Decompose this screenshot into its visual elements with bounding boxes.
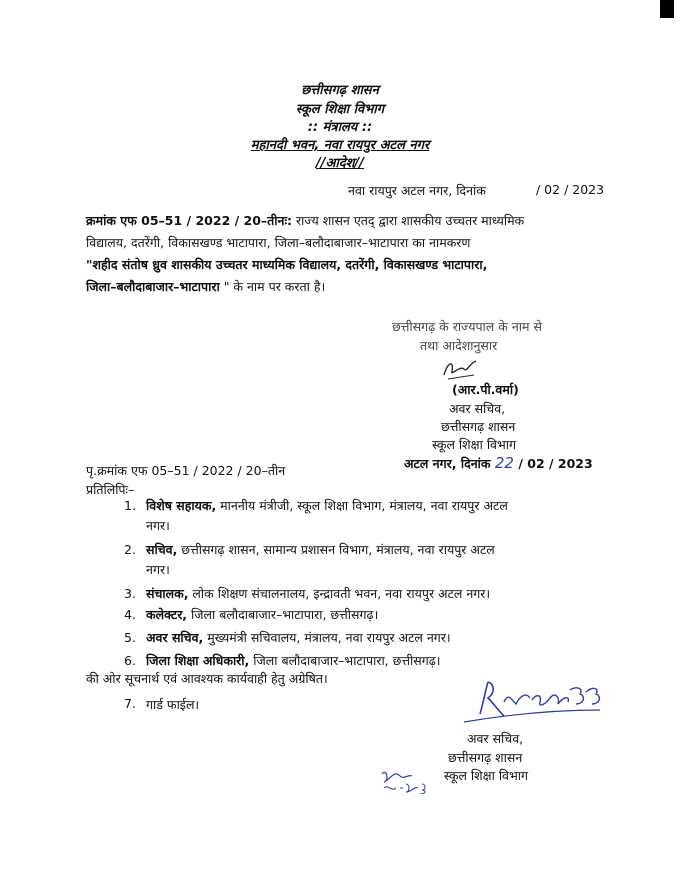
copy-text: लोक शिक्षण संचालनालय, इन्द्रावती भवन, नवा रायपुर अटल नगर।: [188, 586, 491, 601]
copy-item: [124, 584, 604, 604]
copy-item: [124, 605, 604, 625]
blue-signature: [460, 670, 610, 726]
footer-department: स्कूल शिक्षा विभाग: [444, 768, 529, 783]
school-name-2: जिला–बलौदाबाजार–भाटापारा: [86, 279, 220, 294]
item-7-num: 7.: [124, 696, 136, 711]
copy-recipient: विशेष सहायक,: [146, 498, 217, 513]
copy-item: [124, 496, 604, 536]
header-order-title: //आदेश//: [315, 156, 365, 171]
header-ministry: :: मंत्रालय ::: [307, 120, 373, 135]
copy-text: जिला बलौदाबाजार–भाटापारा, छत्तीसगढ़।: [187, 607, 379, 622]
order-text-1: राज्य शासन एतद् द्वारा शासकीय उच्चतर माध्यमिक: [296, 213, 525, 228]
footer-designation: अवर सचिव,: [467, 731, 524, 746]
copy-item: [124, 651, 604, 671]
order-date: / 02 / 2023: [536, 182, 605, 197]
item-7: गार्ड फाईल।: [146, 697, 200, 712]
copy-recipient: कलेक्टर,: [146, 607, 188, 622]
signatory-department: स्कूल शिक्षा विभाग: [432, 437, 517, 452]
order-ref: क्रमांक एफ 05–51 / 2022 / 20–तीनः:: [86, 213, 293, 228]
scan-artifact: [660, 0, 674, 18]
signatory-name: (आर.पी.वर्मा): [452, 382, 519, 397]
initials-signature: [440, 357, 480, 383]
copy-recipient: सचिव,: [146, 542, 178, 557]
footer-government: छत्तीसगढ़ शासन: [448, 750, 523, 765]
order-text-2: विद्यालय, दतरेंगी, विकासखण्ड भाटापारा, जिला–बलौदाबाजार–भाटापारा का नामकरण: [86, 235, 471, 250]
receipt-initials: [376, 766, 440, 794]
copy-item: [124, 540, 604, 580]
order-date-place: नवा रायपुर अटल नगर, दिनांक: [348, 183, 486, 198]
order-paragraph: [86, 210, 616, 298]
copy-num: 6.: [124, 653, 136, 668]
endorsement-place-date: [404, 454, 593, 472]
header-department: स्कूल शिक्षा विभाग: [295, 102, 385, 117]
copy-item: [124, 628, 604, 648]
copy-num: 2.: [124, 542, 136, 557]
copy-num: 3.: [124, 586, 136, 601]
endorsement-ref: पृ.क्रमांक एफ 05–51 / 2022 / 20–तीन: [86, 463, 286, 478]
copy-recipient: अवर सचिव,: [146, 630, 204, 645]
copy-text: छत्तीसगढ़ शासन, सामान्य प्रशासन विभाग, मंत्रालय, नवा रायपुर अटल: [177, 542, 495, 557]
handwritten-day: 22: [494, 454, 514, 472]
authority-line-1: छत्तीसगढ़ के राज्यपाल के नाम से: [392, 319, 542, 334]
order-text-3: " के नाम पर करता है।: [223, 279, 326, 294]
school-name-1: "शहीद संतोष ध्रुव शासकीय उच्चतर माध्यमिक विद्यालय, दतरेंगी, विकासखण्ड भाटापारा,: [86, 257, 488, 272]
authority-line-2: तथा आदेशानुसार: [420, 338, 498, 353]
forwarding-note: की ओर सूचनार्थ एवं आवश्यक कार्यवाही हेतु अग्रेषित।: [86, 671, 328, 686]
copy-cont: नगर।: [146, 518, 170, 533]
header-government: छत्तीसगढ़ शासन: [301, 83, 379, 98]
copy-text: मुख्यमंत्री सचिवालय, मंत्रालय, नवा रायपुर अटल नगर।: [203, 630, 451, 645]
copy-num: 1.: [124, 498, 136, 513]
copy-num: 5.: [124, 630, 136, 645]
copy-text: जिला बलौदाबाजार–भाटापारा, छत्तीसगढ़।: [249, 653, 441, 668]
copy-label: प्रतिलिपिः–: [86, 482, 135, 497]
copy-recipient: संचालक,: [146, 586, 189, 601]
signatory-designation: अवर सचिव,: [449, 401, 506, 416]
endorsement-place: अटल नगर, दिनांक: [404, 456, 491, 471]
copy-cont: नगर।: [146, 562, 170, 577]
copy-num: 4.: [124, 607, 136, 622]
copy-text: माननीय मंत्रीजी, स्कूल शिक्षा विभाग, मंत्रालय, नवा रायपुर अटल: [216, 498, 508, 513]
header-address: महानदी भवन, नवा रायपुर अटल नगर: [250, 138, 430, 153]
endorsement-date: / 02 / 2023: [518, 456, 593, 471]
copy-recipient: जिला शिक्षा अधिकारी,: [146, 653, 250, 668]
signatory-government: छत्तीसगढ़ शासन: [441, 419, 516, 434]
